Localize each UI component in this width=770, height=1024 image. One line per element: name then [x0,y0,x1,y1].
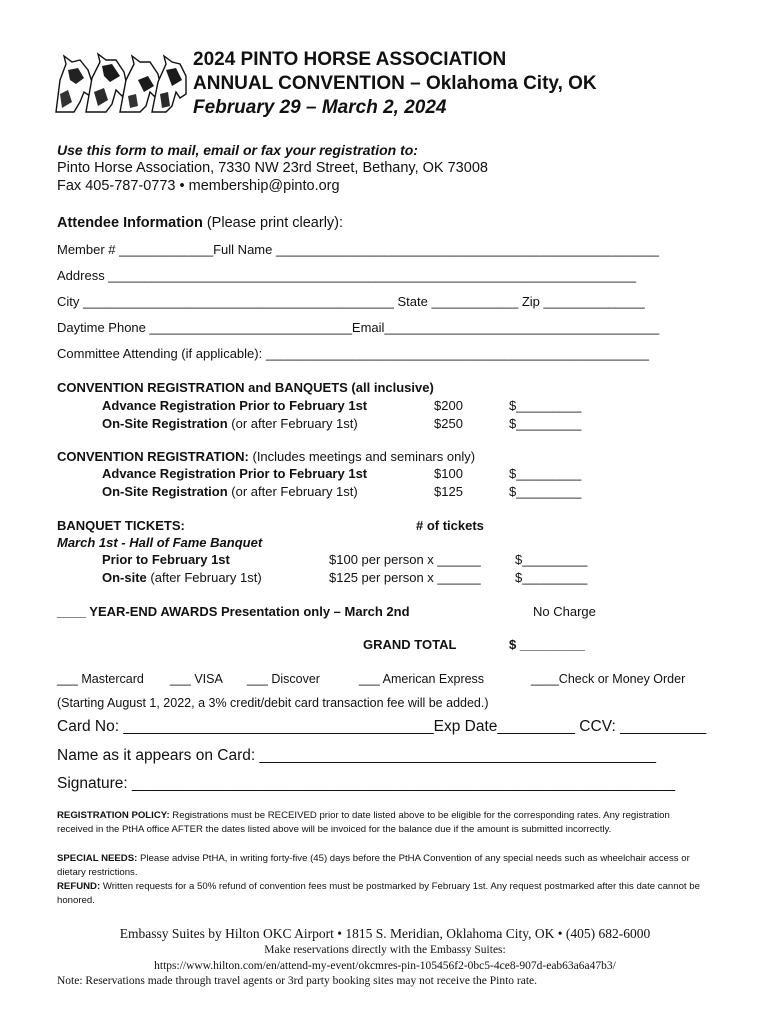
reg-meet-advance-price: $100 [434,466,463,481]
city-state-zip-field[interactable]: City ___________________________________________ State ____________ Zip ______________ [57,294,645,309]
grand-total-amount[interactable]: $ _________ [509,637,585,652]
banquet-event: March 1st - Hall of Fame Banquet [57,535,263,550]
banquet-prior-amount[interactable]: $_________ [515,552,588,567]
reg-meet-onsite-amount[interactable]: $_________ [509,484,582,499]
attendee-heading [57,215,343,231]
payment-visa[interactable]: ___ VISA [170,672,223,686]
reg-all-advance-amount[interactable]: $_________ [509,398,582,413]
grand-total-label: GRAND TOTAL [363,637,457,652]
reg-all-onsite-bold: On-Site Registration [102,416,228,431]
title-line-2: ANNUAL CONVENTION – Oklahoma City, OK [193,73,597,94]
card-number-field[interactable]: Card No: ____________________________________Exp Date_________ CCV: __________ [57,718,707,735]
reg-all-onsite-label [102,416,358,431]
banquet-onsite-amount[interactable]: $_________ [515,570,588,585]
attendee-heading-rest: (Please print clearly): [202,215,344,231]
reg-meet-onsite-bold: On-Site Registration [102,484,228,499]
reg-meet-heading-bold: CONVENTION REGISTRATION: [57,449,249,464]
reg-all-advance-label: Advance Registration Prior to February 1st [102,398,368,413]
event-dates: February 29 – March 2, 2024 [193,97,447,118]
hotel-reservation-line: Make reservations directly with the Embassy Suites: [264,944,506,956]
payment-check[interactable]: ____Check or Money Order [531,672,686,686]
banquet-onsite-rest: (after February 1st) [146,570,262,585]
refund-text: Written requests for a 50% refund of convention fees must be postmarked by February 1st. Any request postmarked after this date cannot be honored. [57,881,700,907]
awards-price: No Charge [533,604,596,619]
payment-amex[interactable]: ___ American Express [359,672,485,686]
awards-label[interactable]: ____ YEAR-END AWARDS Presentation only – March 2nd [57,604,410,619]
committee-field[interactable]: Committee Attending (if applicable): _____________________________________________________ [57,346,650,361]
payment-mastercard[interactable]: ___ Mastercard [57,672,144,686]
phone-email-field[interactable]: Daytime Phone ____________________________Email______________________________________ [57,320,660,335]
payment-discover[interactable]: ___ Discover [247,672,320,686]
reg-meet-onsite-label [102,484,358,499]
refund-label: REFUND: [57,881,101,892]
title-line-1: 2024 PINTO HORSE ASSOCIATION [193,49,507,70]
reg-meet-heading-rest: (Includes meetings and seminars only) [248,449,476,464]
banquet-prior-price[interactable]: $100 per person x ______ [329,552,481,567]
mail-contact: Fax 405-787-0773 • membership@pinto.org [57,178,340,194]
registration-policy-label: REGISTRATION POLICY: [57,810,170,821]
special-needs-policy [57,852,705,880]
hotel-link[interactable]: https://www.hilton.com/en/attend-my-event/okcmres-pin-105456f2-0bc5-4ce8-907d-eab63a6a47b3/ [154,960,616,972]
banquet-prior-label: Prior to February 1st [102,552,230,567]
refund-policy [57,880,705,908]
reg-meet-advance-label: Advance Registration Prior to February 1st [102,466,368,481]
reg-all-onsite-amount[interactable]: $_________ [509,416,582,431]
reg-meet-advance-amount[interactable]: $_________ [509,466,582,481]
reg-all-heading: CONVENTION REGISTRATION and BANQUETS (all inclusive) [57,380,434,395]
mail-address: Pinto Horse Association, 7330 NW 23rd Street, Bethany, OK 73008 [57,160,488,176]
address-field[interactable]: Address _________________________________________________________________________ [57,268,637,283]
banquet-onsite-price[interactable]: $125 per person x ______ [329,570,481,585]
card-name-field[interactable]: Name as it appears on Card: ______________________________________________ [57,747,656,764]
pinto-horse-logo [50,50,188,116]
registration-policy-text: Registrations must be RECEIVED prior to date listed above to be eligible for the corresponding rates. Any registration received in the PtHA office AFTER the dates listed above will be invoiced for the balance due if the amount is submitted incorrectly. [57,810,670,836]
attendee-heading-bold: Attendee Information [57,215,203,231]
reg-meet-heading [57,449,475,464]
reg-all-advance-price: $200 [434,398,463,413]
reg-all-onsite-rest: (or after February 1st) [227,416,358,431]
special-needs-text: Please advise PtHA, in writing forty-five (45) days before the PtHA Convention of any special needs such as wheelchair access or dietary restrictions. [57,853,690,879]
banquet-onsite-bold: On-site [102,570,147,585]
special-needs-label: SPECIAL NEEDS: [57,853,138,864]
hotel-line: Embassy Suites by Hilton OKC Airport • 1815 S. Meridian, Oklahoma City, OK • (405) 682-6000 [119,926,651,941]
mail-heading: Use this form to mail, email or fax your registration to: [57,142,418,158]
banquet-heading: BANQUET TICKETS: [57,518,185,533]
reg-meet-onsite-rest: (or after February 1st) [227,484,358,499]
member-name-field[interactable]: Member # _____________Full Name _____________________________________________________ [57,242,660,257]
registration-policy [57,809,705,837]
signature-field[interactable]: Signature: _______________________________________________________________ [57,775,676,792]
tickets-header: # of tickets [416,518,484,533]
hotel-note: Note: Reservations made through travel agents or 3rd party booking sites may not receive the Pinto rate. [57,975,537,987]
banquet-onsite-label [102,570,262,585]
reg-all-onsite-price: $250 [434,416,463,431]
reg-meet-onsite-price: $125 [434,484,463,499]
fee-note: (Starting August 1, 2022, a 3% credit/debit card transaction fee will be added.) [57,696,489,710]
